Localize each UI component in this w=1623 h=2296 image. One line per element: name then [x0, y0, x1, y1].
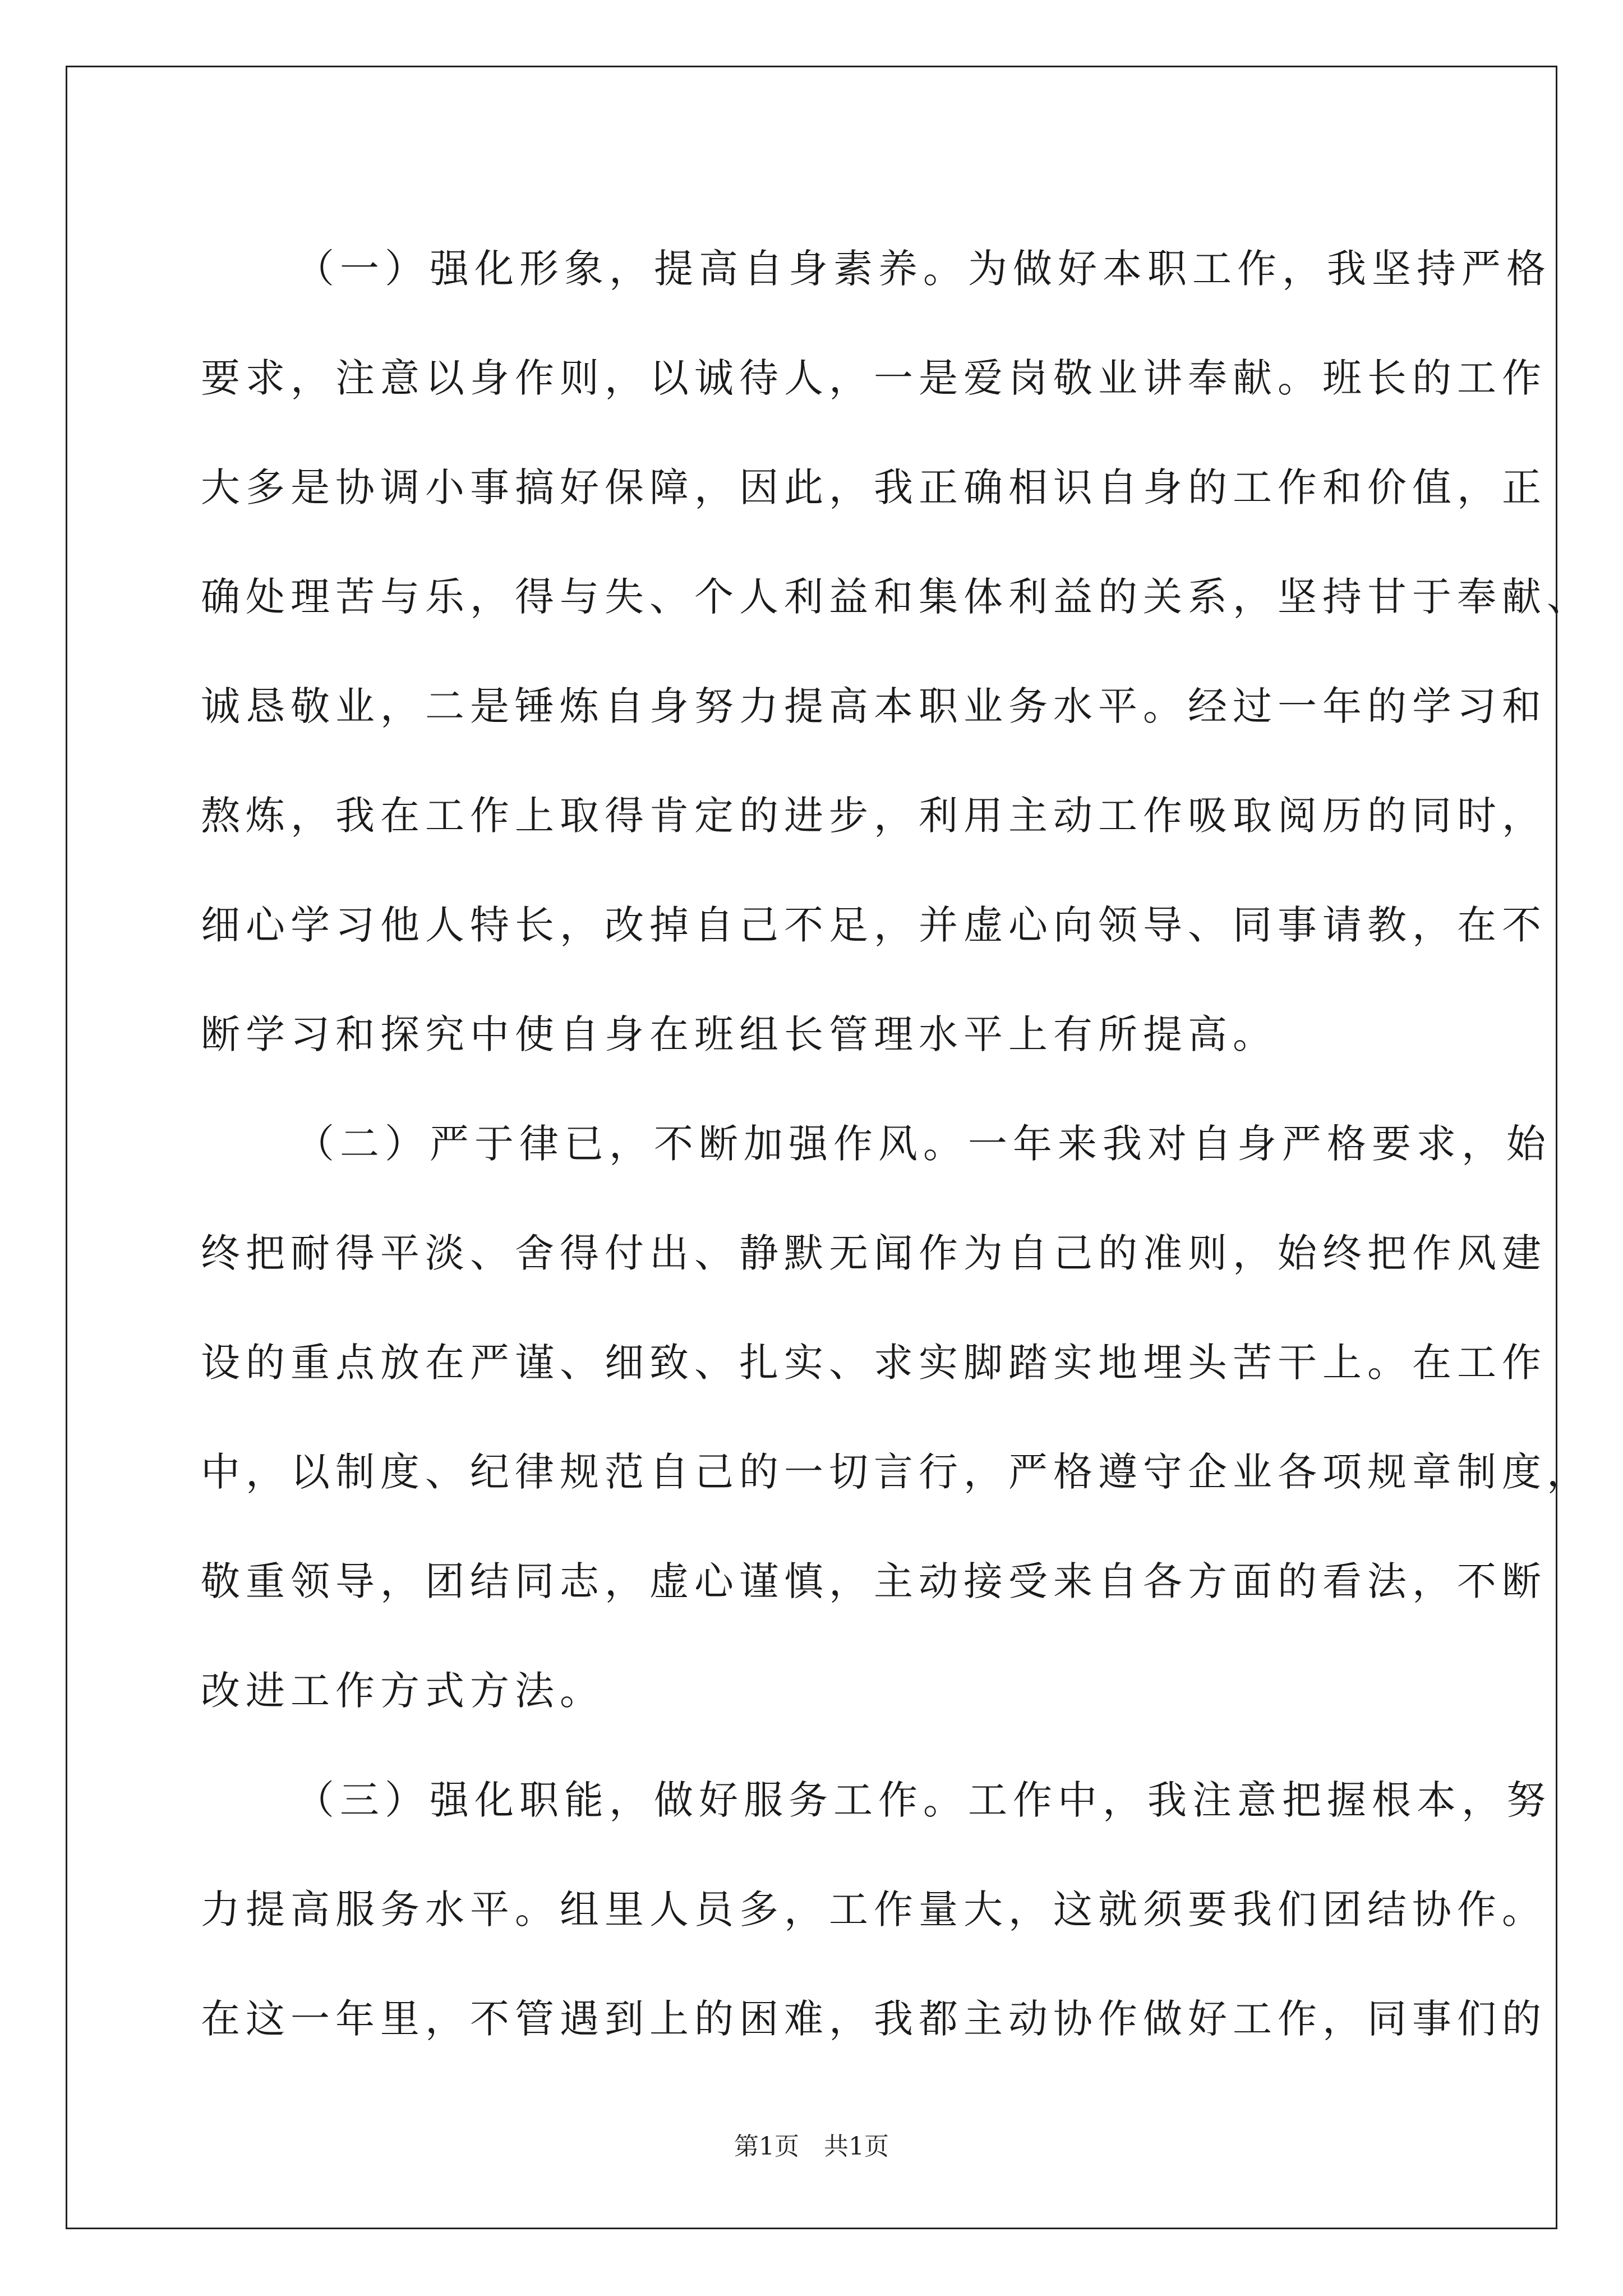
paragraph-3-line-3: 在这一年里，不管遇到上的困难，我都主动协作做好工作，同事们的	[201, 1996, 1547, 2042]
page-number-footer: 第1页 共1页	[734, 2132, 889, 2161]
paragraph-2-line-4: 中，以制度、纪律规范自己的一切言行，严格遵守企业各项规章制度，	[201, 1449, 1592, 1495]
paragraph-2-line-6: 改进工作方式方法。	[201, 1668, 605, 1714]
paragraph-1-line-2: 要求，注意以身作则，以诚待人，一是爱岗敬业讲奉献。班长的工作	[201, 355, 1547, 401]
paragraph-1-line-7: 细心学习他人特长，改掉自己不足，并虚心向领导、同事请教，在不	[201, 902, 1547, 948]
document-body	[201, 214, 1592, 2074]
paragraph-2-line-3: 设的重点放在严谨、细致、扎实、求实脚踏实地埋头苦干上。在工作	[201, 1340, 1547, 1386]
paragraph-2-line-5: 敬重领导，团结同志，虚心谨慎，主动接受来自各方面的看法，不断	[201, 1558, 1547, 1604]
paragraph-1-line-1: （一）强化形象，提高自身素养。为做好本职工作，我坚持严格	[295, 246, 1551, 292]
paragraph-3-line-1: （三）强化职能，做好服务工作。工作中，我注意把握根本，努	[295, 1777, 1551, 1823]
paragraph-1-line-3: 大多是协调小事搞好保障，因此，我正确相识自身的工作和价值，正	[201, 464, 1547, 510]
paragraph-1-line-4: 确处理苦与乐，得与失、个人利益和集体利益的关系，坚持甘于奉献、	[201, 574, 1592, 620]
paragraph-3-line-2: 力提高服务水平。组里人员多，工作量大，这就须要我们团结协作。	[201, 1887, 1547, 1932]
paragraph-2-line-1: （二）严于律已，不断加强作风。一年来我对自身严格要求，始	[295, 1121, 1551, 1167]
paragraph-1-line-5: 诚恳敬业，二是锤炼自身努力提高本职业务水平。经过一年的学习和	[201, 683, 1547, 729]
paragraph-1-line-8: 断学习和探究中使自身在班组长管理水平上有所提高。	[201, 1011, 1278, 1057]
paragraph-2-line-2: 终把耐得平淡、舍得付出、静默无闻作为自己的准则，始终把作风建	[201, 1230, 1547, 1276]
paragraph-1-line-6: 熬炼，我在工作上取得肯定的进步，利用主动工作吸取阅历的同时，	[201, 793, 1547, 839]
